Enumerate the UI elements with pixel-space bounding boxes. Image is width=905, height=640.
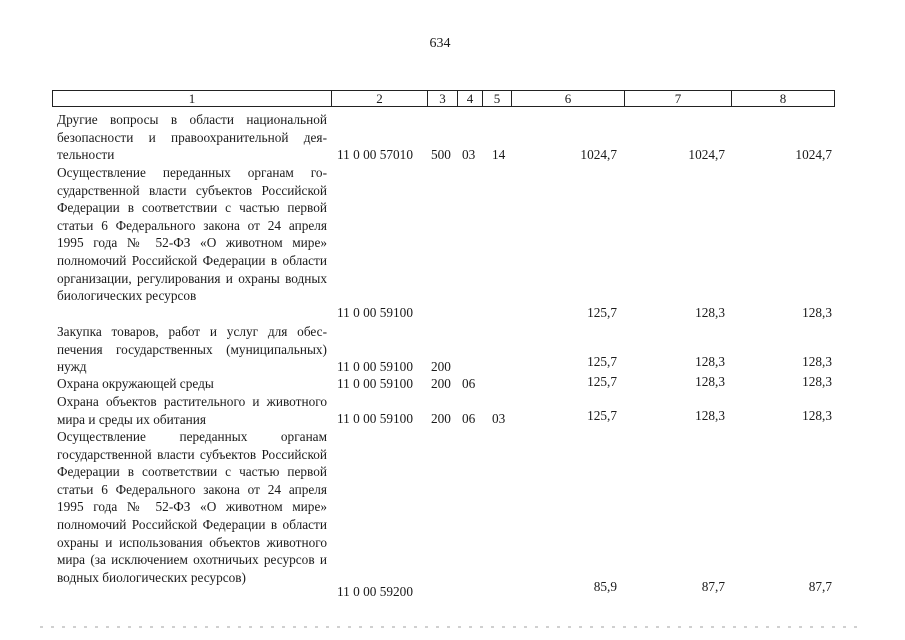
- row-pr: 03: [492, 411, 506, 426]
- header-col-6: 6: [511, 91, 624, 106]
- scan-artifact: [40, 626, 860, 628]
- table-header: [52, 90, 835, 107]
- row-value-8: 128,3: [802, 305, 832, 320]
- page-number: 634: [429, 36, 451, 51]
- row-value-6: 125,7: [587, 305, 617, 320]
- row-value-8: 128,3: [802, 354, 832, 369]
- row-value-7: 128,3: [695, 354, 725, 369]
- row-code: 11 0 00 59100: [337, 359, 413, 374]
- header-col-1: 1: [188, 91, 196, 106]
- row-rz: 06: [462, 411, 476, 426]
- header-col-2: 2: [331, 91, 427, 106]
- row-value-8: 87,7: [808, 579, 832, 594]
- header-col-7: 7: [624, 91, 731, 106]
- row-code: 11 0 00 59100: [337, 376, 413, 391]
- row-description: Осуществление переданных органам государственной власти субъектов Российской Федерации в соответствии с частью первой статьи 6 Федерального закона от 24 апреля 1995 года № 52-ФЗ «О животном мире» полномочий Российской Федерации в области охраны и использования объектов животного мира (за исключением охотничьих ресурсов и водных биологических ресурсов): [57, 429, 327, 585]
- row-code: 11 0 00 57010: [337, 147, 413, 162]
- row-code: 11 0 00 59200: [337, 584, 413, 599]
- row-value-6: 85,9: [593, 579, 617, 594]
- row-code: 11 0 00 59100: [337, 305, 413, 320]
- row-vr: 500: [431, 147, 451, 162]
- row-value-8: 1024,7: [795, 147, 832, 162]
- row-description: Другие вопросы в области национальной безопасности и правоохранительной деятельности: [57, 112, 327, 163]
- row-value-8: 128,3: [802, 408, 832, 423]
- row-rz: 03: [462, 147, 476, 162]
- row-pr: 14: [492, 147, 506, 162]
- row-description: Охрана окружающей среды: [57, 376, 214, 391]
- row-value-6: 125,7: [587, 374, 617, 389]
- row-rz: 06: [462, 376, 476, 391]
- row-value-6: 1024,7: [580, 147, 617, 162]
- row-description: Охрана объектов растительного и животного мира и среды их обитания: [57, 394, 327, 427]
- row-value-7: 128,3: [695, 305, 725, 320]
- header-col-5: 5: [482, 91, 511, 106]
- row-value-6: 125,7: [587, 408, 617, 423]
- header-col-8: 8: [731, 91, 834, 106]
- row-value-7: 128,3: [695, 374, 725, 389]
- row-value-7: 128,3: [695, 408, 725, 423]
- row-value-7: 87,7: [701, 579, 725, 594]
- header-col-4: 4: [457, 91, 482, 106]
- row-code: 11 0 00 59100: [337, 411, 413, 426]
- row-value-6: 125,7: [587, 354, 617, 369]
- row-description: Закупка товаров, работ и услуг для обеспечения государственных (муниципальных) нужд: [57, 324, 327, 375]
- header-col-3: 3: [427, 91, 457, 106]
- row-vr: 200: [431, 376, 451, 391]
- row-value-7: 1024,7: [688, 147, 725, 162]
- row-description: Осуществление переданных органам государственной власти субъектов Российской Федерации в соответствии с частью первой статьи 6 Федерального закона от 24 апреля 1995 года № 52-ФЗ «О животном мире» полномочий Российской Федерации в области организации, регулирования и охраны водных биологических ресурсов: [57, 165, 327, 304]
- row-value-8: 128,3: [802, 374, 832, 389]
- row-vr: 200: [431, 359, 451, 374]
- row-vr: 200: [431, 411, 451, 426]
